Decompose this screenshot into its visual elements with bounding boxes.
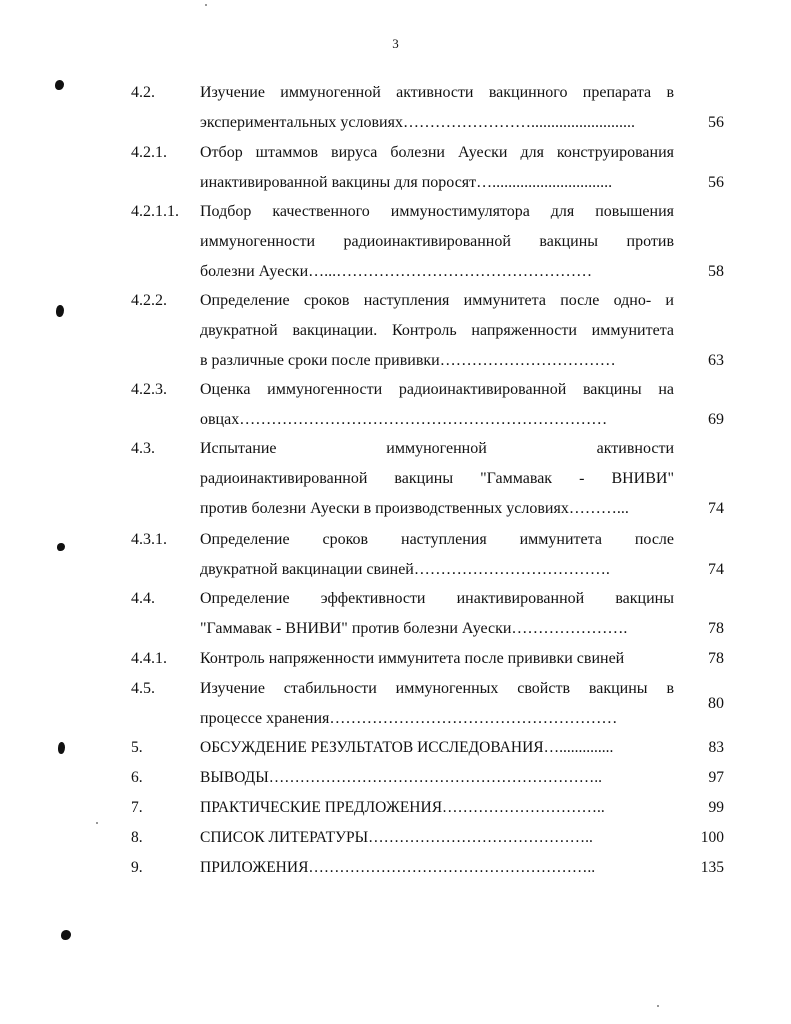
scan-speck [205,4,207,6]
toc-entry-page: 56 [708,174,724,191]
toc-entry-line: инактивированной вакцины для поросят….............................. [200,174,613,191]
toc-entry-page: 97 [708,769,724,786]
toc-entry-line: овцах…………………………………………………………… [200,411,608,428]
toc-entry-number: 4.2.3. [131,381,167,398]
scan-speck [96,822,98,824]
toc-entry-number: 5. [131,739,143,756]
toc-entry-number: 6. [131,769,143,786]
toc-entry-line: иммуногенности радиоинактивированной вакцины против [200,233,674,250]
toc-entry-page: 135 [700,859,724,876]
toc-entry-page: 56 [708,114,724,131]
toc-entry-page: 83 [708,739,724,756]
toc-entry-line: Испытание иммуногенной активности [200,440,674,457]
scan-blot [58,742,65,754]
toc-entry-line: Изучение стабильности иммуногенных свойств вакцины в [200,680,674,697]
toc-entry-page: 99 [708,799,724,816]
toc-entry-line: двукратной вакцинации. Контроль напряженности иммунитета [200,322,674,339]
page-number: 3 [392,36,399,51]
toc-entry-page: 100 [700,829,724,846]
toc-entry-number: 4.2.1. [131,144,167,161]
toc-entry-number: 7. [131,799,143,816]
toc-entry-title [200,644,674,674]
toc-entry-title [200,525,674,585]
toc-entry-line: "Гаммавак - ВНИВИ" против болезни Ауески…………………. [200,620,628,637]
toc-entry-title [200,138,674,198]
toc-entry-title [200,733,674,763]
toc-entry-line: против болезни Ауески в производственных условиях………... [200,500,629,517]
toc-entry-number: 4.3.1. [131,531,167,548]
toc-entry-line: Отбор штаммов вируса болезни Ауески для конструирования [200,144,674,161]
toc-entry-line: СПИСОК ЛИТЕРАТУРЫ…………………………………….. [200,829,593,846]
toc-entry-line: Контроль напряженности иммунитета после прививки свиней [200,650,625,667]
scan-speck [657,1005,659,1007]
toc-entry-number: 8. [131,829,143,846]
toc-entry-number: 9. [131,859,143,876]
toc-entry-line: ПРАКТИЧЕСКИЕ ПРЕДЛОЖЕНИЯ………………………….. [200,799,605,816]
toc-entry-line: болезни Ауески…...………………………………………… [200,263,593,280]
toc-entry-line: Определение сроков наступления иммунитета после [200,531,674,548]
toc-entry-title [200,78,674,138]
toc-entry-title [200,197,674,287]
scan-blot [61,930,71,940]
toc-entry-number: 4.2.1.1. [131,203,179,220]
toc-entry-line: двукратной вакцинации свиней………………………………. [200,561,610,578]
toc-entry-title [200,793,674,823]
toc-entry-page: 78 [708,620,724,637]
toc-entry-line: Определение сроков наступления иммунитета после одно- и [200,292,674,309]
toc-entry-line: в различные сроки после прививки…………………………… [200,352,616,369]
scan-blot [57,543,65,551]
toc-entry-line: Определение эффективности инактивированной вакцины [200,590,674,607]
toc-entry-page: 74 [708,500,724,517]
toc-entry-title [200,763,674,793]
toc-entry-line: радиоинактивированной вакцины "Гаммавак - ВНИВИ" [200,470,674,487]
toc-entry-number: 4.2. [131,84,155,101]
toc-entry-title [200,674,674,734]
toc-entry-title [200,286,674,376]
toc-entry-page: 58 [708,263,724,280]
toc-entry-title [200,375,674,435]
toc-entry-title [200,584,674,644]
toc-entry-page: 78 [708,650,724,667]
toc-entry-page: 74 [708,561,724,578]
toc-entry-line: ПРИЛОЖЕНИЯ……………………………………………….. [200,859,596,876]
toc-entry-number: 4.4.1. [131,650,167,667]
toc-entry-number: 4.4. [131,590,155,607]
toc-entry-line: Подбор качественного иммуностимулятора для повышения [200,203,674,220]
scan-blot [56,305,64,317]
toc-entry-page: 63 [708,352,724,369]
toc-entry-line: Изучение иммуногенной активности вакцинного препарата в [200,84,674,101]
toc-entry-line: процессе хранения……………………………………………… [200,710,618,727]
toc-entry-page: 69 [708,411,724,428]
toc-entry-title [200,823,674,853]
toc-entry-line: экспериментальных условиях…………………….......................... [200,114,635,131]
toc-entry-number: 4.3. [131,440,155,457]
scan-blot [55,80,64,90]
toc-entry-page: 80 [708,695,724,712]
toc-entry-line: ОБСУЖДЕНИЕ РЕЗУЛЬТАТОВ ИССЛЕДОВАНИЯ….............. [200,739,614,756]
toc-entry-line: ВЫВОДЫ……………………………………………………….. [200,769,602,786]
toc-entry-line: Оценка иммуногенности радиоинактивированной вакцины на [200,381,674,398]
toc-entry-title [200,853,674,883]
toc-entry-title [200,434,674,524]
toc-entry-number: 4.5. [131,680,155,697]
toc-entry-number: 4.2.2. [131,292,167,309]
